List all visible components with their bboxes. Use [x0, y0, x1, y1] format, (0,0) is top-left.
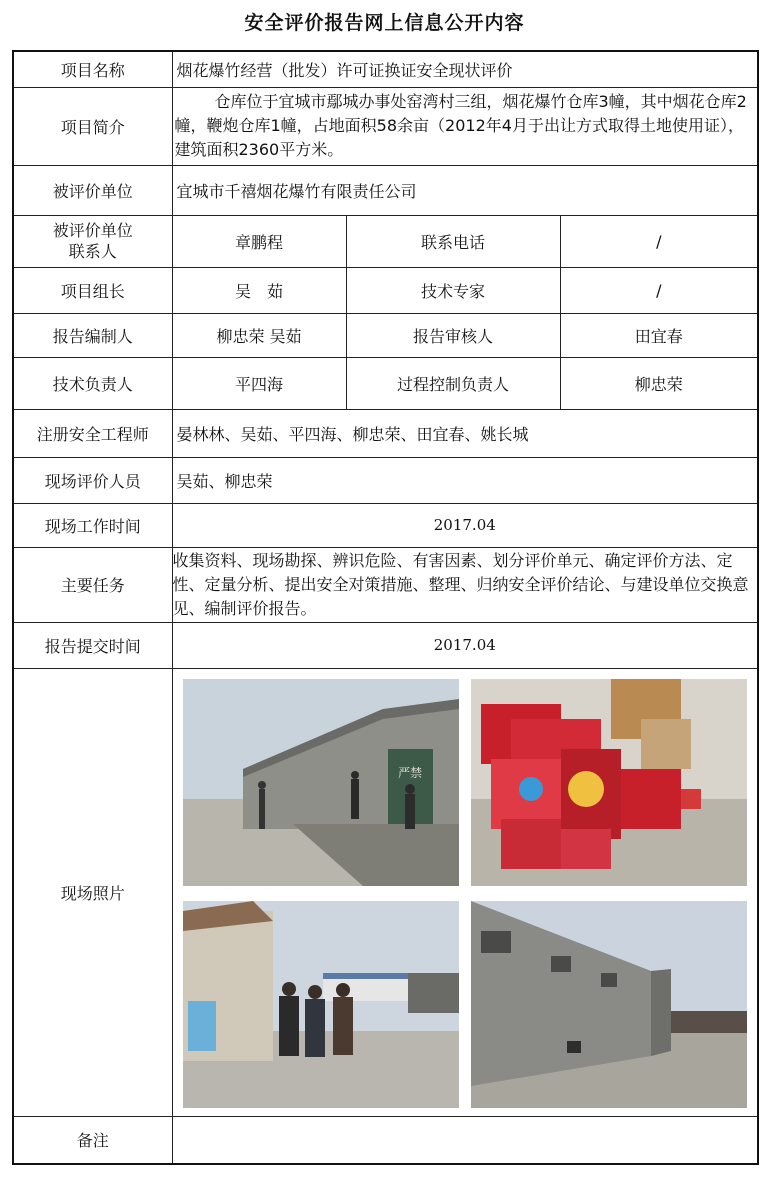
- label-contact-line2: 联系人: [68, 242, 117, 261]
- value-reviewer: 田宜春: [560, 313, 758, 357]
- label-engineers: 注册安全工程师: [13, 409, 172, 457]
- row-photos: [13, 668, 758, 1116]
- photo-warehouse-side: [471, 901, 747, 1108]
- value-report-writer: 柳忠荣 吴茹: [172, 313, 346, 357]
- door-sign-text: 严禁: [397, 765, 422, 780]
- value-engineers: 晏林林、吴茹、平四海、柳忠荣、田宜春、姚长城: [172, 409, 758, 457]
- label-remarks: 备注: [13, 1116, 172, 1164]
- label-evaluated-unit: 被评价单位: [13, 165, 172, 215]
- row-main-tasks: [13, 547, 758, 622]
- label-submit-time: 报告提交时间: [13, 622, 172, 668]
- photos-cell: [172, 668, 758, 1116]
- value-site-evaluators: 吴茹、柳忠荣: [172, 457, 758, 503]
- label-photos: 现场照片: [13, 668, 172, 1116]
- label-main-tasks: 主要任务: [13, 547, 172, 622]
- label-reviewer: 报告审核人: [346, 313, 560, 357]
- value-site-work-time: 2017.04: [172, 503, 758, 547]
- row-tech-lead: [13, 357, 758, 409]
- value-project-name: 烟花爆竹经营（批发）许可证换证安全现状评价: [172, 51, 758, 87]
- photo-site-personnel: [183, 901, 459, 1108]
- value-main-tasks: 收集资料、现场勘探、辨识危险、有害因素、划分评价单元、确定评价方法、定性、定量分析、提出安全对策措施、整理、归纳安全评价结论、与建设单位交换意见、编制评价报告。: [172, 547, 758, 622]
- label-tech-expert: 技术专家: [346, 267, 560, 313]
- label-contact: [13, 215, 172, 267]
- label-site-work-time: 现场工作时间: [13, 503, 172, 547]
- label-tech-lead: 技术负责人: [13, 357, 172, 409]
- row-submit-time: [13, 622, 758, 668]
- label-report-writer: 报告编制人: [13, 313, 172, 357]
- label-phone: 联系电话: [346, 215, 560, 267]
- label-project-name: 项目名称: [13, 51, 172, 87]
- value-project-intro: 仓库位于宜城市鄢城办事处窑湾村三组，烟花爆竹仓库3幢，其中烟花仓库2幢，鞭炮仓库1幢，占地面积58余亩（2012年4月于出让方式取得土地使用证），建筑面积2360平方米。: [174, 92, 747, 159]
- row-project-name: [13, 51, 758, 87]
- value-phone: /: [560, 215, 758, 267]
- label-process-control: 过程控制负责人: [346, 357, 560, 409]
- row-site-evaluators: [13, 457, 758, 503]
- photo-grid: [173, 669, 758, 1115]
- value-submit-time: 2017.04: [172, 622, 758, 668]
- value-contact: 章鹏程: [172, 215, 346, 267]
- value-process-control: 柳忠荣: [560, 357, 758, 409]
- value-remarks: [172, 1116, 758, 1164]
- row-site-work-time: [13, 503, 758, 547]
- row-remarks: [13, 1116, 758, 1164]
- info-table: [12, 50, 759, 1165]
- photo-fireworks-stock: [471, 679, 747, 886]
- value-tech-lead: 平四海: [172, 357, 346, 409]
- row-report-writer: [13, 313, 758, 357]
- page-title: 安全评价报告网上信息公开内容: [244, 12, 525, 34]
- value-team-leader: 吴 茹: [172, 267, 346, 313]
- row-team-leader: [13, 267, 758, 313]
- value-project-intro-cell: [172, 87, 758, 165]
- label-site-evaluators: 现场评价人员: [13, 457, 172, 503]
- value-evaluated-unit: 宜城市千禧烟花爆竹有限责任公司: [172, 165, 758, 215]
- row-project-intro: [13, 87, 758, 165]
- label-team-leader: 项目组长: [13, 267, 172, 313]
- row-evaluated-unit: [13, 165, 758, 215]
- row-engineers: [13, 409, 758, 457]
- label-project-intro: 项目简介: [13, 87, 172, 165]
- photo-warehouse-entrance: [183, 679, 459, 886]
- value-tech-expert: /: [560, 267, 758, 313]
- row-contact: [13, 215, 758, 267]
- label-contact-line1: 被评价单位: [52, 221, 133, 240]
